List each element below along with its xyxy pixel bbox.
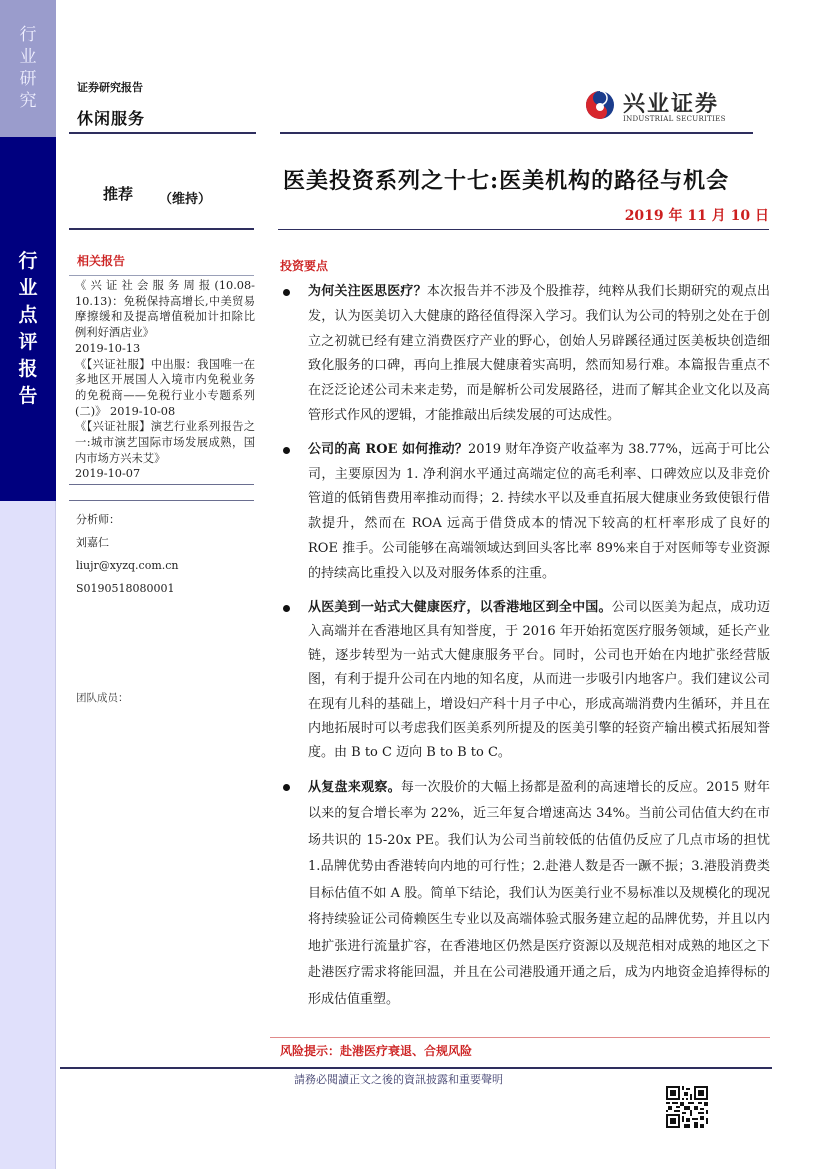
sidebar-char: 评 xyxy=(18,331,38,353)
logo-name-en: INDUSTRIAL SECURITIES xyxy=(623,115,726,123)
footer-divider xyxy=(60,1067,772,1069)
related-report-title[interactable]: 《【兴证社服】演艺行业系列报告之一:城市演艺国际市场发展成熟，国内市场方兴未艾》 xyxy=(75,420,255,465)
related-report-title[interactable]: 《【兴证社服】中出服：我国唯一在多地区开展国人入境市内免税业务的免税商——免税行业小专题系列(二)》 xyxy=(75,357,255,418)
team-members-label: 团队成员： xyxy=(76,692,129,704)
investment-points-heading: 投资要点 xyxy=(280,259,329,273)
point-body: 本次报告并不涉及个股推荐，纯粹从我们长期研究的观点出发，认为医美切入大健康的路径值得深入学习。我们认为公司的特别之处在于创立之初就已经有建立消费医疗产业的野心，创始人另辟蹊径通过医美板块创造细致化服务的口碑，再向上推展大健康着实高明，然而知易行难。本篇报告重点不在泛泛论述公司未来走势，而是解析公司发展路径，进而了解其企业文化以及高管形式作风的逻辑，才能推敲出后续发展的可达成性。 xyxy=(308,284,770,423)
industrial-securities-logo-icon xyxy=(585,90,615,120)
related-report-date: 2019-10-07 xyxy=(75,467,141,481)
sidebar-char: 研 xyxy=(19,69,37,89)
sidebar-bottom-band xyxy=(0,501,56,1169)
divider xyxy=(69,132,256,134)
point-lead: 为何关注医思医疗？ xyxy=(308,284,427,299)
report-type: 证券研究报告 xyxy=(77,81,143,94)
qr-code-icon xyxy=(666,1086,708,1128)
divider xyxy=(280,132,753,134)
analyst-email[interactable]: liujr@xyzq.com.cn xyxy=(76,559,179,572)
point-lead: 公司的高 ROE 如何推动？ xyxy=(308,441,468,457)
sidebar-label-review xyxy=(0,248,56,410)
report-date: 2019 年 11 月 10 日 xyxy=(624,208,769,224)
sidebar-char: 业 xyxy=(18,277,38,299)
disclaimer-link[interactable]: 請務必閱讀正文之後的資訊披露和重要聲明 xyxy=(294,1073,503,1086)
related-report-date: 2019-10-13 xyxy=(75,341,141,355)
logo-name-cn: 兴业证券 xyxy=(623,91,720,117)
sidebar-char: 行 xyxy=(19,25,37,45)
risk-warning: 风险提示：赴港医疗衰退、合规风险 xyxy=(280,1044,473,1058)
point-body: 每一次股价的大幅上扬都是盈利的高速增长的反应。2015 财年以来的复合增长率为 22%，近三年复合增速高达 34%。当前公司估值大约在市场共识的 15-20x PE。我们认为公司当前较低的估值仍反应了几点市场的担忧 1.品牌优势由香港转向内地的可行性；2.赴港人数是否一蹶不振；3.港股消费类目标估值不如 A 股。简单下结论，我们认为医美行业不易标准以及规模化的现况将持续验证公司倚赖医生专业以及高端体验式服务建立起的品牌优势，并且以内地扩张进行流量扩容，在香港地区仍然是医疗资源以及规范相对成熟的地区之下赴港医疗需求将能回温，并且在公司港股通开通之后，成为内地资金追捧得标的形成估值重塑。 xyxy=(308,779,770,1007)
divider xyxy=(69,500,254,501)
investment-point xyxy=(280,438,770,587)
bullet-icon xyxy=(283,784,290,791)
rating: 推荐 xyxy=(103,185,134,203)
related-report-item[interactable] xyxy=(75,278,255,357)
sidebar-char: 行 xyxy=(18,250,38,272)
sidebar-label-research xyxy=(0,24,56,112)
sidebar-char: 究 xyxy=(19,91,37,111)
analyst-name: 刘嘉仁 xyxy=(76,536,109,549)
related-report-title[interactable]: 《兴证社会服务周报(10.08-10.13)：免税保持高增长,中美贸易摩擦缓和及提高增值税加计扣除比例利好酒店业》 xyxy=(75,279,255,340)
company-logo xyxy=(585,88,760,128)
sidebar-char: 点 xyxy=(18,304,38,326)
related-report-item[interactable] xyxy=(75,419,255,482)
rating-change: （维持） xyxy=(159,192,212,207)
divider xyxy=(69,228,254,230)
analyst-license: S0190518080001 xyxy=(76,582,175,595)
related-report-date: 2019-10-08 xyxy=(110,404,176,418)
sidebar-char: 业 xyxy=(19,47,37,67)
investment-points-list xyxy=(280,280,770,1013)
point-body: 公司以医美为起点，成功迈入高端并在香港地区具有知誉度，于 2016 年开始拓宽医疗服务领域，延长产业链，逐步转型为一站式大健康服务平台。同时，公司也开始在内地扩张经营版图，有利于提升公司在内地的知名度，从而进一步吸引内地客户。我们建议公司在现有儿科的基础上，增设妇产科十月子中心，形成高端消费内生循环，并且在内地拓展时可以考虑我们医美系列所提及的医美引擎的轻资产输出模式拓展知誉度。由 B to C 迈向 B to B to C。 xyxy=(308,599,770,761)
divider xyxy=(69,484,254,485)
bullet-icon xyxy=(283,605,290,612)
bullet-icon xyxy=(283,289,290,296)
divider xyxy=(278,229,769,230)
sidebar-char: 报 xyxy=(18,358,38,380)
point-body: 2019 财年净资产收益率为 38.77%，远高于可比公司，主要原因为 1. 净利润水平通过高端定位的高毛利率、口碑效应以及非竞价管道的低销售费用率推动而得；2. 持续水平以及垂直拓展大健康业务致使银行借款提升，然而在 ROA 远高于借贷成本的情况下较高的杠杆率形成了良好的 ROE 推手。公司能够在高端领域达到回头客比率 89%来自于对医师等专业资源的持续高比重投入以及对服务体系的注重。 xyxy=(308,441,770,581)
analyst-info xyxy=(76,508,179,600)
divider xyxy=(69,275,254,276)
related-reports-list xyxy=(75,278,255,482)
investment-point xyxy=(280,775,770,1014)
investment-point xyxy=(280,280,770,429)
point-lead: 从医美到一站式大健康医疗，以香港地区到全中国。 xyxy=(308,599,612,615)
related-report-item[interactable] xyxy=(75,357,255,420)
divider xyxy=(270,1037,770,1038)
investment-point xyxy=(280,596,770,766)
report-title: 医美投资系列之十七:医美机构的路径与机会 xyxy=(283,168,730,194)
related-reports-heading: 相关报告 xyxy=(77,254,126,268)
bullet-icon xyxy=(283,447,290,454)
industry-name: 休闲服务 xyxy=(77,109,146,128)
sidebar-char: 告 xyxy=(18,385,38,407)
point-lead: 从复盘来观察。 xyxy=(308,779,401,795)
analyst-label: 分析师： xyxy=(76,513,120,526)
